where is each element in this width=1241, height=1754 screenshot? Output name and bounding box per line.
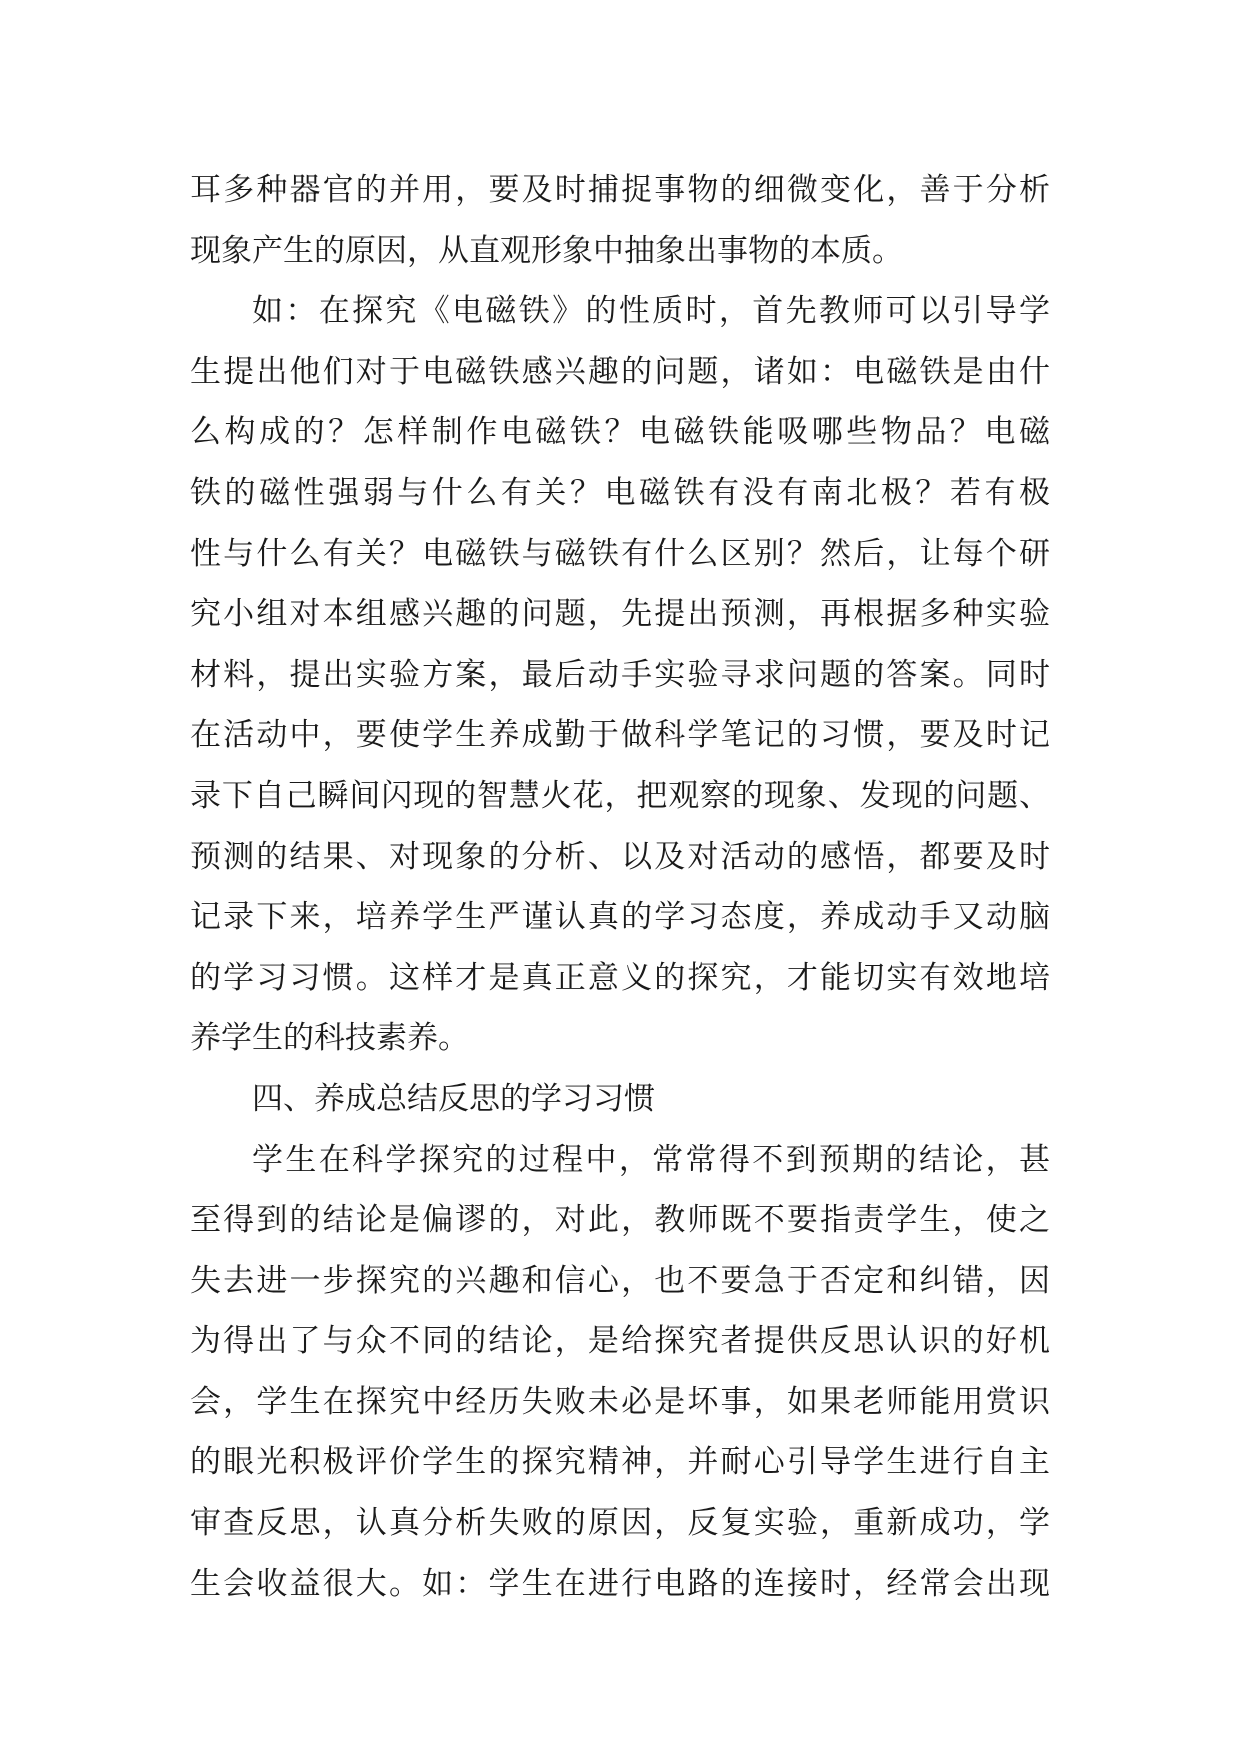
text-line: 至得到的结论是偏谬的，对此，教师既不要指责学生，使之: [190, 1202, 1050, 1239]
text-line: 审查反思，认真分析失败的原因，反复实验，重新成功，学: [190, 1505, 1050, 1542]
text-line: 性与什么有关？电磁铁与磁铁有什么区别？然后，让每个研: [190, 535, 1050, 572]
text-line: 生提出他们对于电磁铁感兴趣的问题，诸如：电磁铁是由什: [190, 353, 1050, 390]
paragraph-start-line: 如：在探究《电磁铁》的性质时，首先教师可以引导学: [252, 293, 1050, 330]
text-line: 材料，提出实验方案，最后动手实验寻求问题的答案。同时: [190, 656, 1050, 693]
text-line: 在活动中，要使学生养成勤于做科学笔记的习惯，要及时记: [190, 717, 1050, 754]
text-line: 为得出了与众不同的结论，是给探究者提供反思认识的好机: [190, 1323, 1050, 1360]
text-line: 会，学生在探究中经历失败未必是坏事，如果老师能用赏识: [190, 1383, 1050, 1420]
text-line: 铁的磁性强弱与什么有关？电磁铁有没有南北极？若有极: [190, 474, 1050, 511]
text-line: 预测的结果、对现象的分析、以及对活动的感悟，都要及时: [190, 838, 1050, 875]
document-body: [190, 160, 1050, 1614]
text-line: 么构成的？怎样制作电磁铁？电磁铁能吸哪些物品？电磁: [190, 414, 1050, 451]
section-heading: 四、养成总结反思的学习习惯: [252, 1080, 655, 1117]
text-line: 究小组对本组感兴趣的问题，先提出预测，再根据多种实验: [190, 596, 1050, 633]
text-line: 养学生的科技素养。: [190, 1020, 469, 1057]
text-line: 录下自己瞬间闪现的智慧火花，把观察的现象、发现的问题、: [190, 777, 1050, 814]
text-line: 失去进一步探究的兴趣和信心，也不要急于否定和纠错，因: [190, 1262, 1050, 1299]
text-line: 的眼光积极评价学生的探究精神，并耐心引导学生进行自主: [190, 1444, 1050, 1481]
text-line: 的学习习惯。这样才是真正意义的探究，才能切实有效地培: [190, 959, 1050, 996]
text-line: 记录下来，培养学生严谨认真的学习态度，养成动手又动脑: [190, 899, 1050, 936]
text-line: 耳多种器官的并用，要及时捕捉事物的细微变化，善于分析: [190, 172, 1050, 208]
paragraph-start-line: 学生在科学探究的过程中，常常得不到预期的结论，甚: [252, 1141, 1050, 1178]
text-line: 生会收益很大。如：学生在进行电路的连接时，经常会出现: [190, 1565, 1050, 1602]
text-line: 现象产生的原因，从直观形象中抽象出事物的本质。: [190, 232, 903, 269]
